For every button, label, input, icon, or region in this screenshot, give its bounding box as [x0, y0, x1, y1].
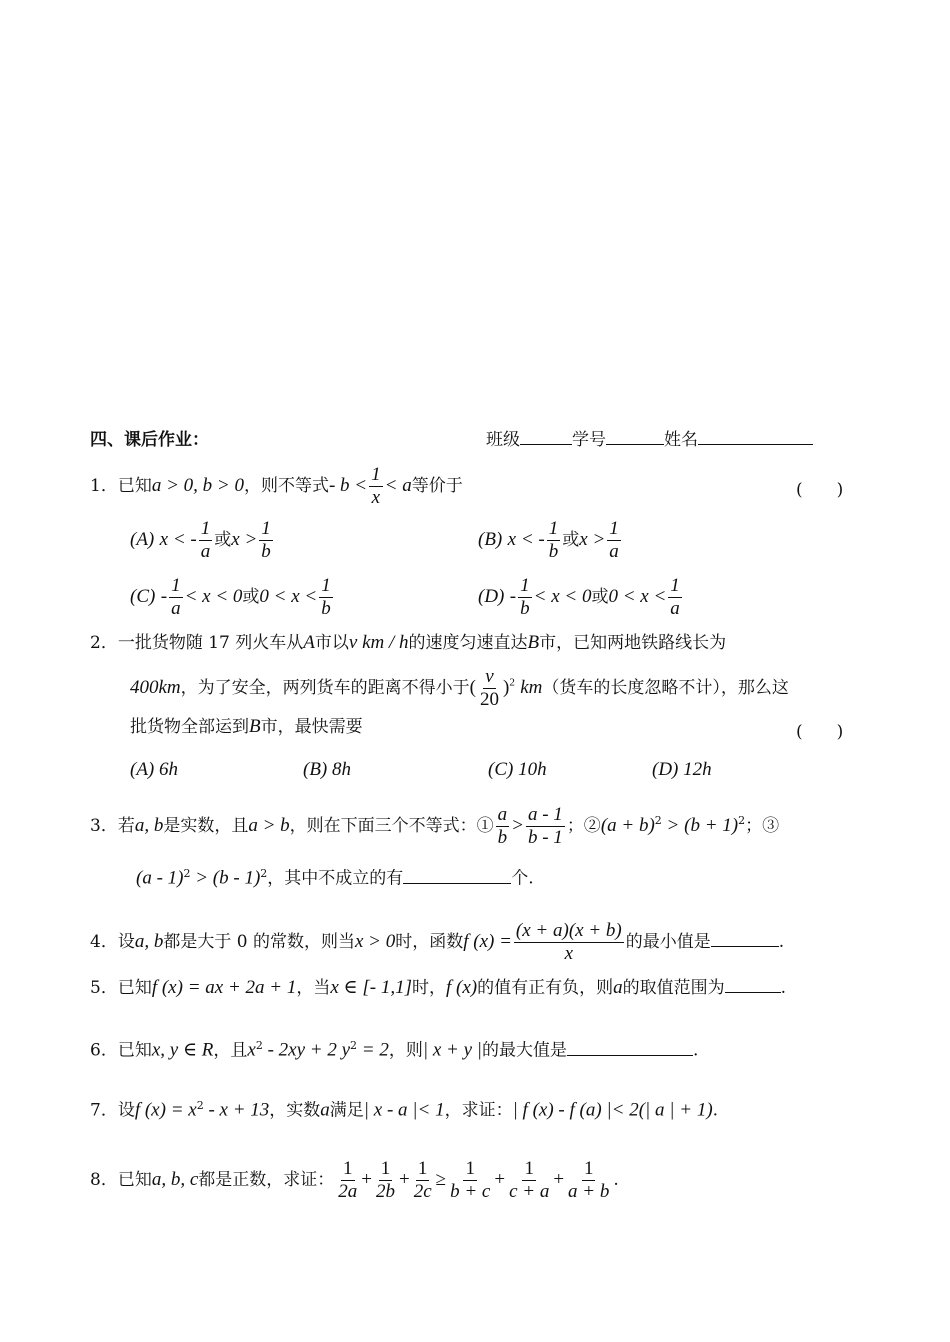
q-text: 都是大于 0 的常数，则当: [163, 931, 355, 952]
math: +: [398, 1168, 410, 1190]
q-text: ；③: [745, 815, 780, 836]
math: >: [511, 814, 524, 836]
fraction: [668, 575, 682, 620]
q-text: 已知: [117, 978, 152, 998]
q-text: ，为了安全，两列货车的距离不得小于: [180, 677, 470, 698]
math: a, b: [134, 930, 164, 952]
denominator: 2a: [338, 1180, 358, 1202]
numerator: 1: [200, 518, 211, 539]
q-text: 已知: [117, 1040, 152, 1061]
fraction: [518, 575, 532, 620]
q-text: ，则: [388, 1040, 423, 1061]
q-text: 若: [117, 815, 135, 836]
denominator: a + b: [568, 1180, 610, 1202]
math: < x < 0: [184, 585, 243, 607]
math: 0 < x <: [608, 585, 667, 607]
math: -: [160, 585, 168, 607]
numerator: a: [497, 804, 508, 825]
q-text: 等价于: [411, 475, 463, 496]
answer-blank: [711, 945, 779, 947]
fraction: [259, 518, 273, 563]
id-label: 学号: [572, 430, 606, 450]
student-info: [486, 432, 813, 449]
math: < x < 0: [533, 585, 592, 607]
fraction: [566, 1158, 611, 1203]
exponent: 2: [196, 1099, 204, 1112]
question-5: [90, 978, 786, 997]
math: a > 0, b > 0: [151, 474, 244, 496]
math: x >: [231, 528, 258, 550]
math: a: [320, 1099, 330, 1121]
math: 0 < x <: [259, 585, 318, 607]
math: a, b: [134, 814, 164, 836]
q-text: 已知: [117, 1169, 152, 1190]
exponent: 2: [738, 814, 746, 828]
fraction: [374, 1158, 397, 1203]
question-number: 3．: [90, 815, 118, 836]
math: f (x): [445, 977, 478, 998]
q1-option-d: [478, 575, 684, 620]
q-text: 都是正数，求证：: [198, 1169, 335, 1190]
question-2-line-2: [130, 666, 789, 711]
math: | x - a |< 1: [363, 1099, 445, 1121]
fraction: [496, 804, 510, 849]
denominator: 2c: [413, 1180, 432, 1202]
class-blank: [520, 443, 572, 445]
q-text: 或: [214, 529, 232, 550]
denominator: 20: [479, 688, 499, 710]
q-text: 市，已知两地铁路线长为: [539, 633, 727, 653]
q-text: ，求证：: [444, 1100, 513, 1121]
answer-blank: [403, 882, 511, 884]
id-blank: [606, 443, 664, 445]
option-label: (B): [478, 528, 503, 550]
fraction: [607, 518, 621, 563]
option-label: (D): [478, 585, 505, 607]
math: x > 0: [354, 930, 396, 952]
math: )$^2$: [502, 676, 515, 698]
answer-blank: [567, 1054, 693, 1056]
numerator: 1: [670, 575, 680, 596]
exponent: 2: [260, 867, 268, 880]
q-text: ，实数: [269, 1100, 321, 1121]
denominator: b: [548, 540, 559, 562]
option-label: (A): [130, 528, 155, 550]
question-number: 8．: [90, 1169, 118, 1190]
q2-option-d: (D) 12h: [652, 759, 712, 780]
q-text: .: [692, 1040, 699, 1061]
math: = 2: [357, 1039, 389, 1061]
q2-option-b: (B) 8h: [303, 759, 352, 780]
fraction: [448, 1158, 492, 1203]
q-text: 或: [242, 586, 260, 607]
q1-option-b: [478, 518, 623, 563]
math: (a + b): [600, 814, 655, 836]
q-text: 已知: [117, 475, 152, 496]
answer-bracket: ( ): [796, 480, 844, 500]
answer-blank: [725, 991, 781, 993]
fraction: [507, 1158, 551, 1203]
question-2-line-3: [130, 717, 363, 736]
q-text: 批货物全部运到: [130, 717, 249, 737]
question-number: 7．: [90, 1100, 118, 1121]
denominator: b: [497, 826, 508, 848]
fraction: [514, 920, 624, 965]
q-text: ，则不等式: [243, 475, 329, 496]
math: > (b - 1): [190, 867, 261, 889]
q-text: 或: [591, 586, 609, 607]
question-4: [90, 920, 784, 965]
numerator: 1: [343, 1158, 353, 1179]
math: ≥: [435, 1168, 447, 1190]
q-text: 或: [562, 529, 580, 550]
denominator: b: [520, 597, 530, 619]
numerator: 1: [583, 1158, 594, 1179]
q-text: 是实数，且: [163, 815, 249, 836]
question-8: [90, 1158, 619, 1203]
math: a, b, c: [151, 1168, 199, 1190]
math: - x + 13: [203, 1099, 270, 1121]
q-text: .: [613, 1169, 619, 1190]
math: +: [361, 1168, 372, 1190]
math: a > b: [248, 814, 290, 836]
math: +: [553, 1168, 565, 1190]
question-number: 5．: [90, 978, 118, 998]
math: x < -: [507, 528, 545, 550]
q-text: ，当: [296, 978, 331, 998]
math: x ∈ [- 1,1]: [330, 977, 412, 998]
numerator: 1: [524, 1158, 534, 1179]
numerator: 1: [171, 575, 181, 596]
q-text: 的最小值是: [625, 931, 711, 952]
math: x >: [579, 528, 606, 550]
math: v km / h: [348, 632, 409, 653]
numerator: 1: [548, 518, 559, 539]
q-text: ，其中不成立的有: [267, 868, 404, 889]
denominator: x: [564, 942, 574, 964]
question-3-line-2: [136, 868, 534, 888]
numerator: 1: [465, 1158, 475, 1179]
numerator: a - 1: [527, 804, 563, 825]
math: x, y ∈ R: [151, 1039, 214, 1061]
math: - b <: [328, 474, 368, 496]
section-title: 四、课后作业：: [90, 430, 209, 450]
math: -: [509, 585, 517, 607]
q-text: （货车的长度忽略不计），那么这: [542, 677, 789, 698]
denominator: b - 1: [527, 826, 563, 848]
exponent: 2: [183, 867, 191, 880]
fraction: [412, 1158, 434, 1203]
q-text: 一批货物随 17 列火车从: [117, 633, 304, 653]
math: B: [527, 632, 540, 653]
question-1: [90, 464, 463, 509]
exponent: 2: [350, 1039, 358, 1052]
fraction: [369, 464, 383, 509]
q-text: 设: [117, 1100, 135, 1121]
fraction: [199, 518, 213, 563]
fraction: [169, 575, 183, 620]
math: A: [303, 632, 315, 653]
question-6: [90, 1040, 698, 1060]
denominator: a: [670, 597, 680, 619]
q1-option-a: [130, 518, 275, 563]
q-text: 的值有正有负，则: [477, 978, 614, 998]
denominator: b: [321, 597, 331, 619]
numerator: 1: [371, 464, 381, 485]
numerator: 1: [609, 518, 619, 539]
denominator: x: [371, 486, 381, 508]
numerator: 1: [321, 575, 331, 596]
math: B: [249, 716, 261, 737]
question-7: [90, 1100, 718, 1120]
math: - 2xy + 2 y: [262, 1039, 351, 1061]
question-number: 2．: [90, 633, 118, 653]
q-text: 市以: [314, 633, 349, 653]
math: f (x) = ax + 2a + 1: [151, 977, 297, 998]
question-2: [90, 633, 726, 652]
math: 400km: [130, 676, 181, 698]
question-number: 4．: [90, 931, 118, 952]
question-number: 6．: [90, 1040, 118, 1061]
math: | x + y |: [422, 1039, 482, 1061]
option-label: (C): [130, 585, 156, 607]
q-text: 的速度匀速直达: [408, 633, 528, 653]
fraction: [526, 804, 565, 849]
math: +: [494, 1168, 506, 1190]
numerator: (x + a)(x + b): [515, 920, 622, 941]
q-text: .: [712, 1100, 719, 1121]
denominator: a: [171, 597, 181, 619]
q-text: 的最大值是: [481, 1040, 567, 1061]
q-text: 时，函数: [395, 931, 464, 952]
math: x: [247, 1039, 256, 1061]
q2-option-c: (C) 10h: [488, 759, 547, 780]
numerator: 1: [380, 1158, 391, 1179]
numerator: 1: [261, 518, 271, 539]
name-label: 姓名: [664, 430, 698, 450]
denominator: c + a: [509, 1180, 550, 1202]
q-text: .: [778, 931, 785, 952]
question-number: 1．: [90, 475, 118, 496]
numerator: 1: [520, 575, 530, 596]
math: (a - 1): [136, 867, 184, 889]
answer-bracket: ( ): [796, 722, 844, 742]
q2-option-a: (A) 6h: [130, 759, 179, 780]
numerator: v: [485, 666, 494, 687]
exponent: 2: [255, 1039, 263, 1052]
q-text: 个.: [511, 868, 534, 889]
fraction: [478, 666, 501, 711]
math: | f (x) - f (a) |< 2(| a | + 1): [512, 1099, 713, 1121]
q-text: 的取值范围为: [622, 978, 725, 998]
exponent: 2: [654, 814, 662, 828]
name-blank: [698, 443, 813, 445]
fraction: [336, 1158, 359, 1203]
q-text: ；②: [566, 815, 601, 836]
q-text: ，且: [213, 1040, 248, 1061]
q-text: 时，: [411, 978, 446, 998]
math: (: [469, 676, 476, 698]
denominator: a: [200, 540, 211, 562]
class-label: 班级: [486, 430, 520, 450]
q-text: ，则在下面三个不等式：①: [289, 815, 494, 836]
math: km: [520, 676, 543, 698]
math: f (x) =: [463, 930, 512, 952]
math: x < -: [159, 528, 197, 550]
q1-option-c: [130, 575, 335, 620]
denominator: 2b: [375, 1180, 395, 1202]
fraction: [319, 575, 333, 620]
q-text: 市，最快需要: [260, 717, 363, 737]
denominator: a: [609, 540, 619, 562]
math: < a: [384, 474, 412, 496]
math: f (x) = x: [134, 1099, 197, 1121]
math: a: [613, 977, 623, 998]
q-text: 设: [117, 931, 135, 952]
numerator: 1: [417, 1158, 428, 1179]
denominator: b: [261, 540, 271, 562]
denominator: b + c: [450, 1180, 491, 1202]
question-3: [90, 804, 779, 849]
q-text: 满足: [329, 1100, 364, 1121]
fraction: [547, 518, 561, 563]
math: > (b + 1): [661, 814, 739, 836]
q-text: .: [780, 978, 786, 998]
